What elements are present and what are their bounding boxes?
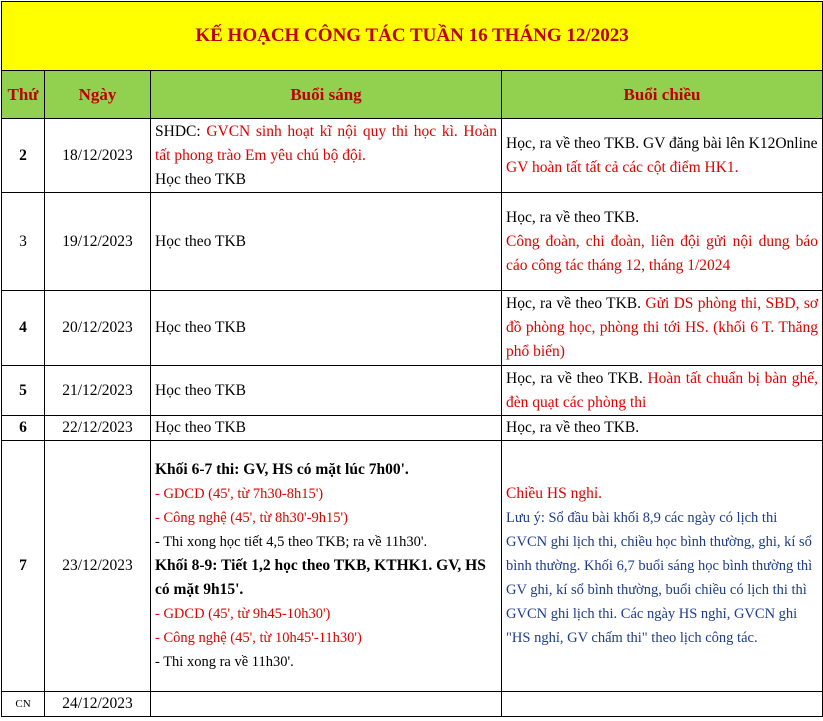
- day-number: 2: [2, 119, 45, 193]
- morning-text: Học theo TKB: [155, 170, 246, 188]
- afternoon-text: Học, ra về theo TKB. GV đăng bài lên K12Online: [506, 134, 818, 152]
- afternoon-cell: [502, 119, 823, 193]
- afternoon-red-text: Hoàn tất chuẩn bị bàn ghế, đèn quạt các phòng thi: [506, 369, 819, 411]
- exam-6-7-cong-nghe: - Công nghệ (45', từ 8h30'-9h15'): [155, 510, 348, 526]
- afternoon-note: Lưu ý: Sổ đầu bài khối 8,9 các ngày có lịch thi GVCN ghi lịch thi, chiều học bình thường, ghi, kí sổ bình thường. Khối 6,7 buổi sáng học bình thường thì GV ghi, kí sổ bình thường, buổi chiều có lịch thi thì GVCN ghi lịch thi. Các ngày HS nghỉ, GVCN ghi "HS nghỉ, GV chấm thi" theo lịch công tác.: [506, 510, 813, 646]
- exam-8-9-after: - Thi xong ra về 11h30'.: [155, 654, 294, 670]
- afternoon-red-text: Công đoàn, chi đoàn, liên đội gửi nội dung báo cáo công tác tháng 12, tháng 1/2024: [506, 232, 819, 274]
- date-cell: 18/12/2023: [45, 119, 151, 193]
- day-number: 5: [2, 366, 45, 416]
- morning-cell: Học theo TKB: [151, 291, 502, 366]
- header-thu: Thứ: [2, 71, 45, 119]
- schedule-table: [1, 1, 823, 717]
- afternoon-red-text: Chiều HS nghỉ.: [506, 485, 603, 502]
- table-row: [2, 291, 823, 366]
- morning-red-text: GVCN sinh hoạt kĩ nội quy thi học kì. Hoàn tất phong trào Em yêu chú bộ đội.: [155, 122, 497, 164]
- afternoon-red-text: Gửi DS phòng thi, SBD, sơ đồ phòng học, phòng thi tới HS. (khối 6 T. Thăng phổ biến): [506, 295, 819, 360]
- day-number: CN: [2, 692, 45, 717]
- page-title: KẾ HOẠCH CÔNG TÁC TUẦN 16 THÁNG 12/2023: [2, 2, 823, 71]
- afternoon-cell: Học, ra về theo TKB.: [502, 416, 823, 441]
- date-cell: 20/12/2023: [45, 291, 151, 366]
- table-row: [2, 366, 823, 416]
- date-cell: 19/12/2023: [45, 193, 151, 291]
- morning-cell: Học theo TKB: [151, 416, 502, 441]
- header-ngay: Ngày: [45, 71, 151, 119]
- morning-cell: [151, 119, 502, 193]
- day-number: 3: [2, 193, 45, 291]
- header-buoi-sang: Buổi sáng: [151, 71, 502, 119]
- date-cell: 22/12/2023: [45, 416, 151, 441]
- table-row: [2, 193, 823, 291]
- afternoon-cell: [502, 291, 823, 366]
- day-number: 7: [2, 441, 45, 692]
- afternoon-cell: [502, 441, 823, 692]
- header-buoi-chieu: Buổi chiều: [502, 71, 823, 119]
- afternoon-cell: [502, 366, 823, 416]
- table-row: [2, 692, 823, 717]
- date-cell: 21/12/2023: [45, 366, 151, 416]
- afternoon-text: Học, ra về theo TKB.: [506, 208, 640, 226]
- morning-cell: Học theo TKB: [151, 193, 502, 291]
- afternoon-red-text: GV hoàn tất tất cả các cột điểm HK1.: [506, 158, 739, 176]
- date-cell: 23/12/2023: [45, 441, 151, 692]
- morning-cell: [151, 441, 502, 692]
- morning-prefix: SHDC:: [155, 122, 207, 140]
- afternoon-cell: [502, 193, 823, 291]
- table-row: [2, 441, 823, 692]
- morning-cell: [151, 692, 502, 717]
- date-cell: 24/12/2023: [45, 692, 151, 717]
- exam-block-8-9-heading: Khối 8-9: Tiết 1,2 học theo TKB, KTHK1. GV, HS có mặt 9h15'.: [155, 557, 486, 598]
- table-row: [2, 416, 823, 441]
- day-number: 6: [2, 416, 45, 441]
- exam-block-6-7-heading: Khối 6-7 thi: GV, HS có mặt lúc 7h00'.: [155, 461, 409, 478]
- day-number: 4: [2, 291, 45, 366]
- afternoon-cell: [502, 692, 823, 717]
- afternoon-text: Học, ra về theo TKB.: [506, 369, 648, 387]
- exam-6-7-after: - Thi xong học tiết 4,5 theo TKB; ra về 11h30'.: [155, 534, 428, 550]
- exam-8-9-gdcd: - GDCD (45', từ 9h45-10h30'): [155, 606, 331, 622]
- exam-6-7-gdcd: - GDCD (45', từ 7h30-8h15'): [155, 486, 324, 502]
- header-row: [2, 71, 823, 119]
- morning-cell: Học theo TKB: [151, 366, 502, 416]
- exam-8-9-cong-nghe: - Công nghệ (45', từ 10h45'-11h30'): [155, 630, 362, 646]
- table-row: [2, 119, 823, 193]
- afternoon-text: Học, ra về theo TKB.: [506, 295, 646, 312]
